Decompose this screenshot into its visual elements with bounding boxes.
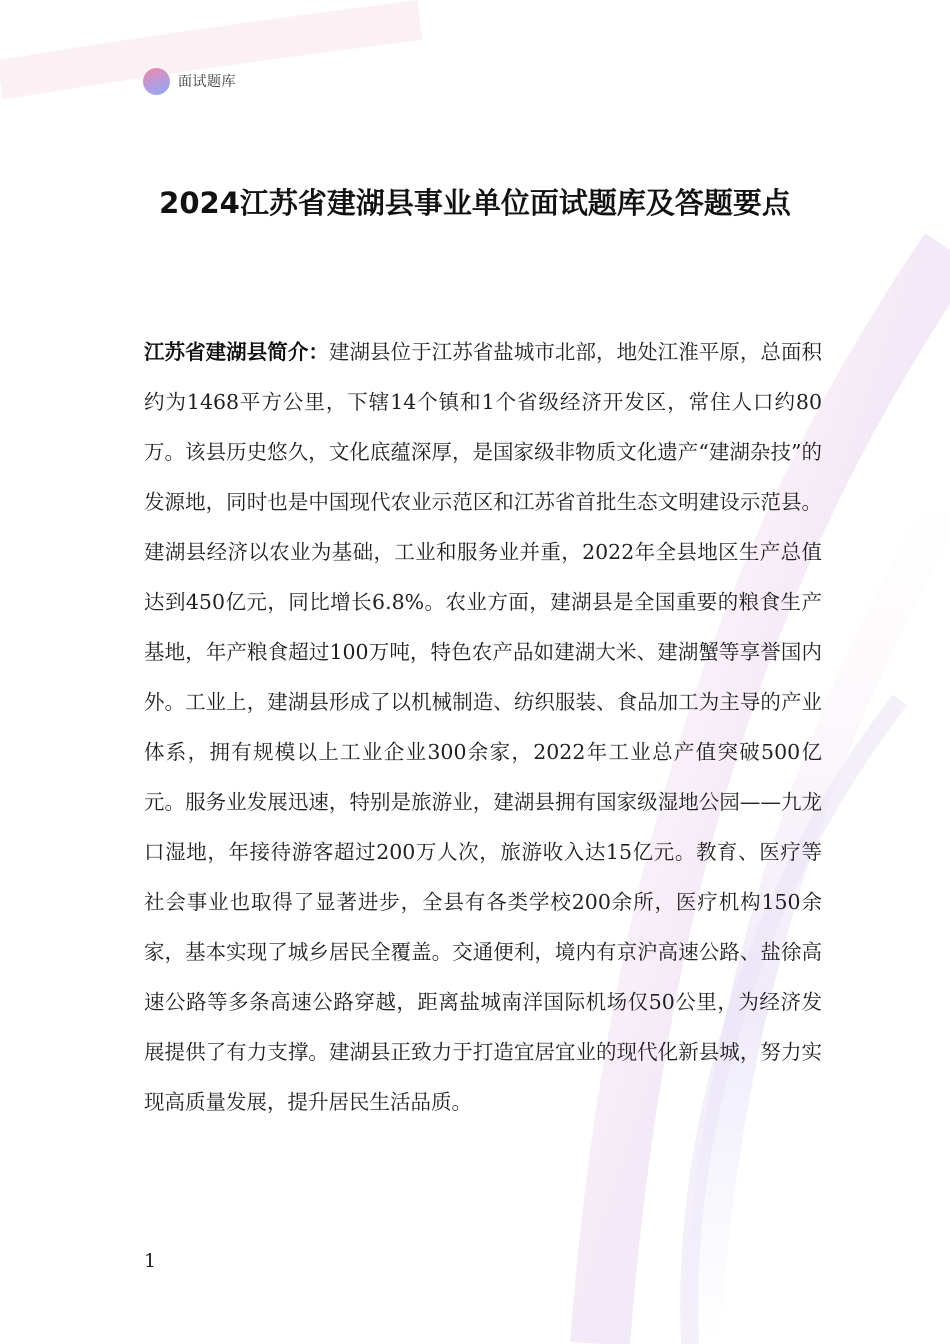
page-header — [143, 66, 236, 96]
intro-paragraph — [144, 327, 822, 1127]
page-number: 1 — [144, 1250, 157, 1272]
header-label: 面试题库 — [178, 74, 236, 90]
intro-label: 江苏省建湖县简介： — [144, 340, 329, 364]
intro-body-text: 建湖县位于江苏省盐城市北部，地处江淮平原，总面积约为1468平方公里，下辖14个镇和1个省级经济开发区，常住人口约80万。该县历史悠久，文化底蕴深厚，是国家级非物质文化遗产“建湖杂技”的发源地，同时也是中国现代农业示范区和江苏省首批生态文明建设示范县。建湖县经济以农业为基础，工业和服务业并重，2022年全县地区生产总值达到450亿元，同比增长6.8%。农业方面，建湖县是全国重要的粮食生产基地，年产粮食超过100万吨，特色农产品如建湖大米、建湖蟹等享誉国内外。工业上，建湖县形成了以机械制造、纺织服装、食品加工为主导的产业体系，拥有规模以上工业企业300余家，2022年工业总产值突破500亿元。服务业发展迅速，特别是旅游业，建湖县拥有国家级湿地公园——九龙口湿地，年接待游客超过200万人次，旅游收入达15亿元。教育、医疗等社会事业也取得了显著进步，全县有各类学校200余所，医疗机构150余家，基本实现了城乡居民全覆盖。交通便利，境内有京沪高速公路、盐徐高速公路等多条高速公路穿越，距离盐城南洋国际机场仅50公里，为经济发展提供了有力支撑。建湖县正致力于打造宜居宜业的现代化新县城，努力实现高质量发展，提升居民生活品质。 — [144, 340, 822, 1114]
document-title: 2024江苏省建湖县事业单位面试题库及答题要点 — [159, 186, 791, 220]
gradient-circle-logo-icon — [143, 68, 170, 95]
